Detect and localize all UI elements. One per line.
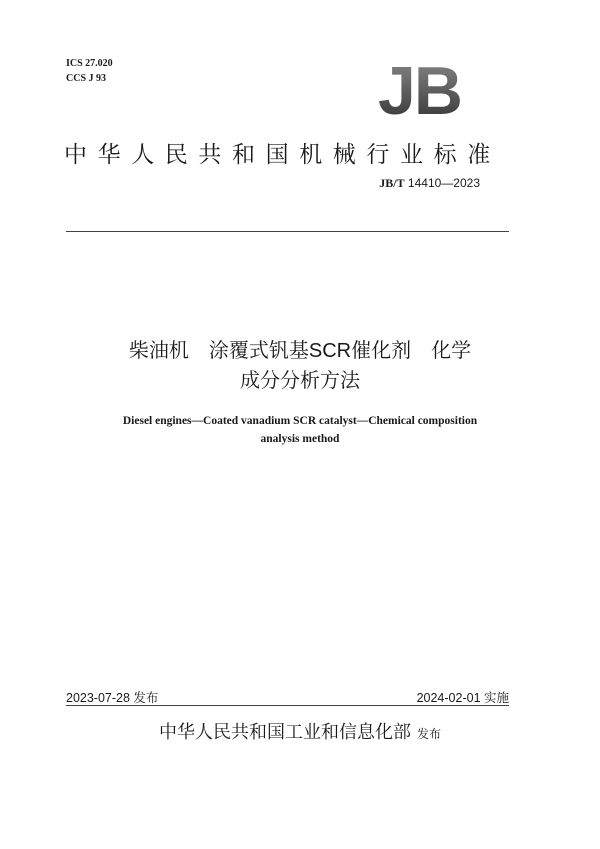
title-cn-line2: 成分分析方法: [240, 370, 360, 392]
issue-date: 2023-07-28 发布: [66, 691, 159, 705]
publisher-suffix: 发布: [416, 727, 441, 741]
org-title: 中华人民共和国机械行业标准: [64, 141, 501, 167]
title-en-line1: Diesel engines—Coated vanadium SCR catalyst—Chemical composition: [122, 415, 478, 427]
document-title-en: [0, 412, 600, 448]
standard-prefix: JB/T: [379, 176, 405, 190]
footer-divider: [66, 705, 509, 706]
ccs-code: CCS J 93: [66, 73, 107, 84]
title-cn-line1: 柴油机 涂覆式钒基SCR催化剂 化学: [128, 340, 472, 362]
publisher-name: 中华人民共和国工业和信息化部: [158, 722, 411, 742]
effective-date: 2024-02-01 实施: [416, 691, 509, 705]
document-title-cn: [0, 336, 600, 396]
title-en-line2: analysis method: [260, 433, 340, 445]
ics-code: ICS 27.020: [66, 58, 113, 69]
standard-number: [379, 176, 480, 191]
classification-codes: [66, 56, 113, 86]
jb-logo: JB: [378, 53, 461, 129]
header-divider: [66, 231, 509, 232]
publisher: [0, 718, 600, 744]
standard-code: 14410—2023: [407, 176, 480, 190]
